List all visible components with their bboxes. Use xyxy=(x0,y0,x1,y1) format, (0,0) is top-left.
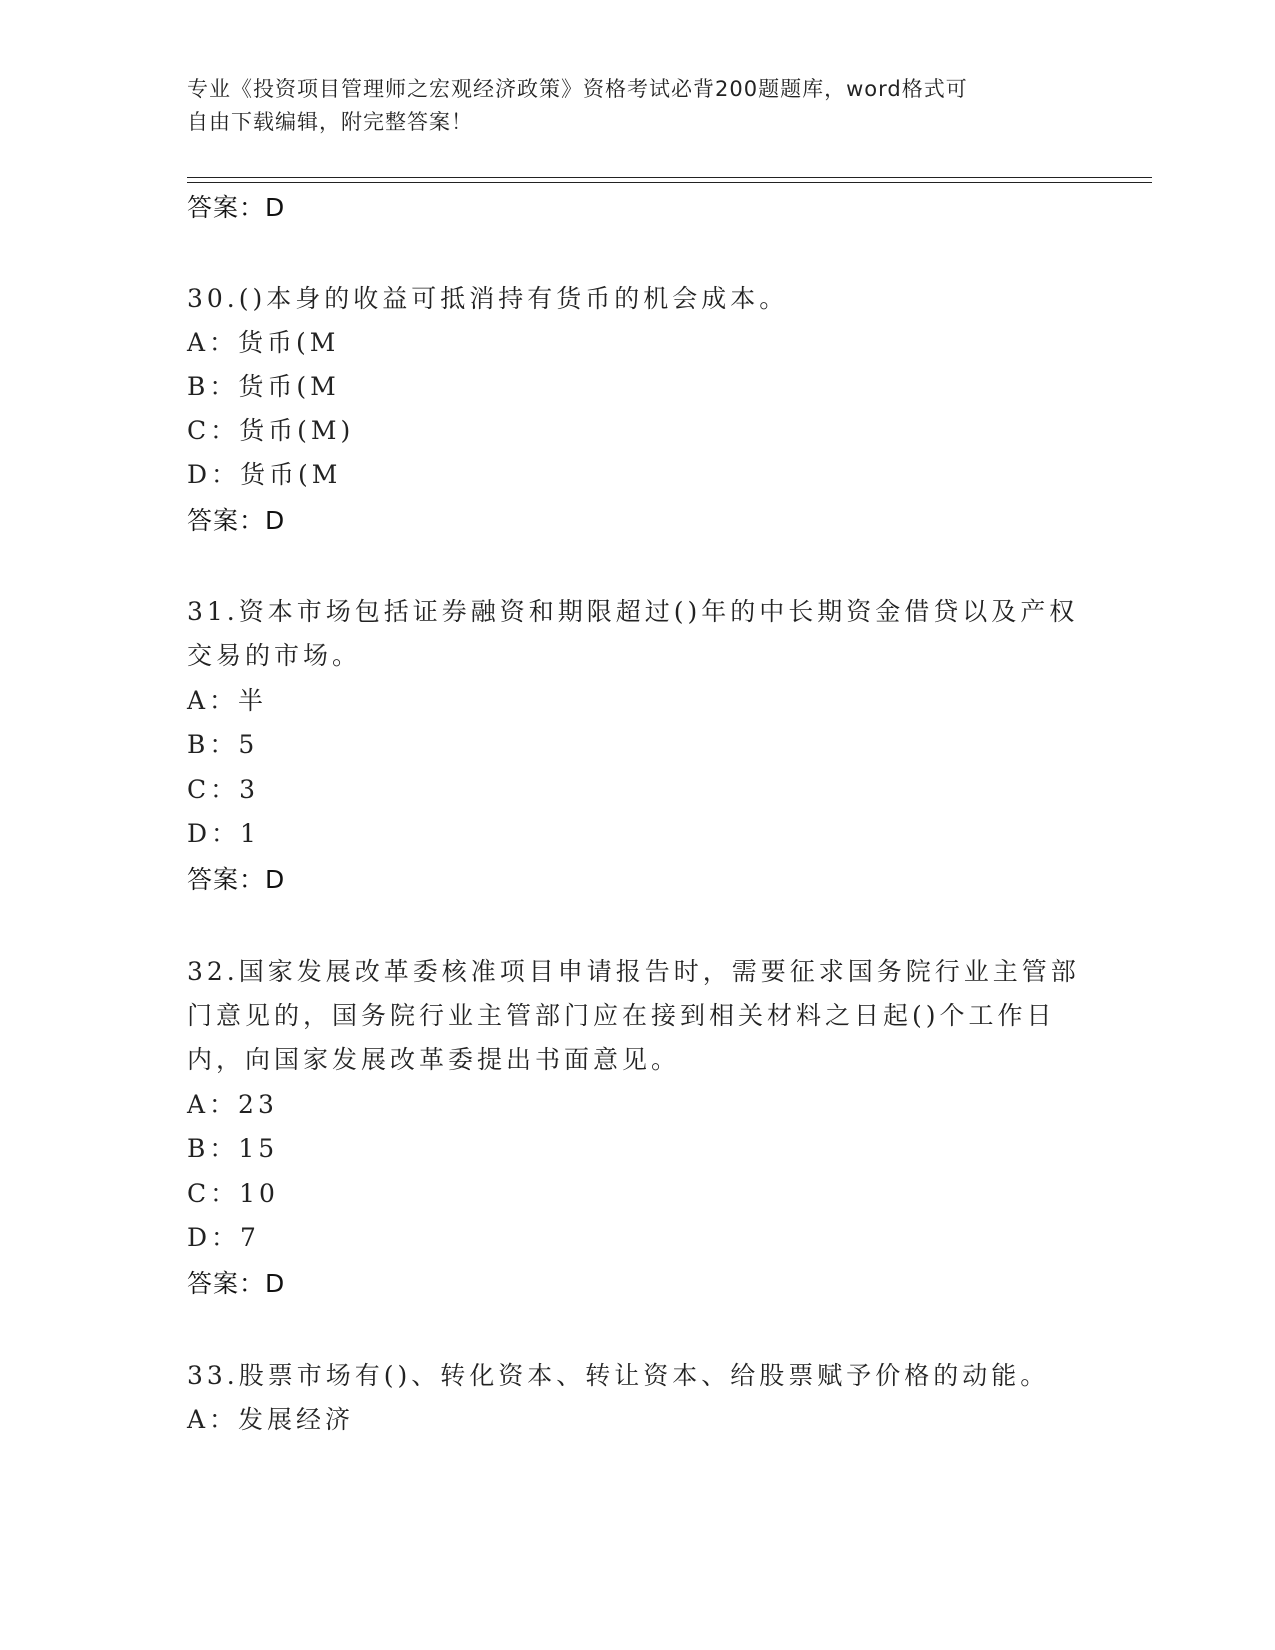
document-header xyxy=(187,73,1067,139)
header-line-2: 自由下载编辑，附完整答案！ xyxy=(187,110,473,134)
question-30-option-d: D：货币(M xyxy=(187,460,342,489)
header-line-1: 专业《投资项目管理师之宏观经济政策》资格考试必背200题题库，word格式可 xyxy=(187,77,968,101)
question-32-stem-line-1: 32.国家发展改革委核准项目申请报告时，需要征求国务院行业主管部 xyxy=(187,957,1080,986)
question-32-stem-line-3: 内，向国家发展改革委提出书面意见。 xyxy=(187,1045,681,1074)
question-33-stem: 33.股票市场有()、转化资本、转让资本、给股票赋予价格的动能。 xyxy=(187,1361,1050,1390)
question-32-option-a: A：23 xyxy=(187,1090,278,1119)
answer-29: 答案：D xyxy=(187,193,286,222)
question-30-stem: 30.()本身的收益可抵消持有货币的机会成本。 xyxy=(187,284,789,313)
question-32-option-d: D：7 xyxy=(187,1223,260,1252)
question-30-option-b: B：货币(M xyxy=(187,372,340,401)
question-33-option-a: A：发展经济 xyxy=(187,1405,355,1434)
question-31-option-b: B：5 xyxy=(187,730,259,759)
header-divider-top xyxy=(187,177,1152,178)
answer-30: 答案：D xyxy=(187,506,286,535)
answer-32: 答案：D xyxy=(187,1269,286,1298)
question-32-stem-line-2: 门意见的，国务院行业主管部门应在接到相关材料之日起()个工作日 xyxy=(187,1001,1056,1030)
question-31-option-d: D：1 xyxy=(187,819,260,848)
question-30-option-c: C：货币(M) xyxy=(187,416,355,445)
question-30-option-a: A：货币(M xyxy=(187,328,340,357)
question-32-option-c: C：10 xyxy=(187,1179,279,1208)
question-32-option-b: B：15 xyxy=(187,1134,279,1163)
question-31-option-a: A：半 xyxy=(187,686,268,715)
question-31-stem-line-2: 交易的市场。 xyxy=(187,641,362,670)
question-31-stem-line-1: 31.资本市场包括证券融资和期限超过()年的中长期资金借贷以及产权 xyxy=(187,597,1079,626)
answer-31: 答案：D xyxy=(187,865,286,894)
header-divider-bottom xyxy=(187,182,1152,183)
question-31-option-c: C：3 xyxy=(187,775,260,804)
